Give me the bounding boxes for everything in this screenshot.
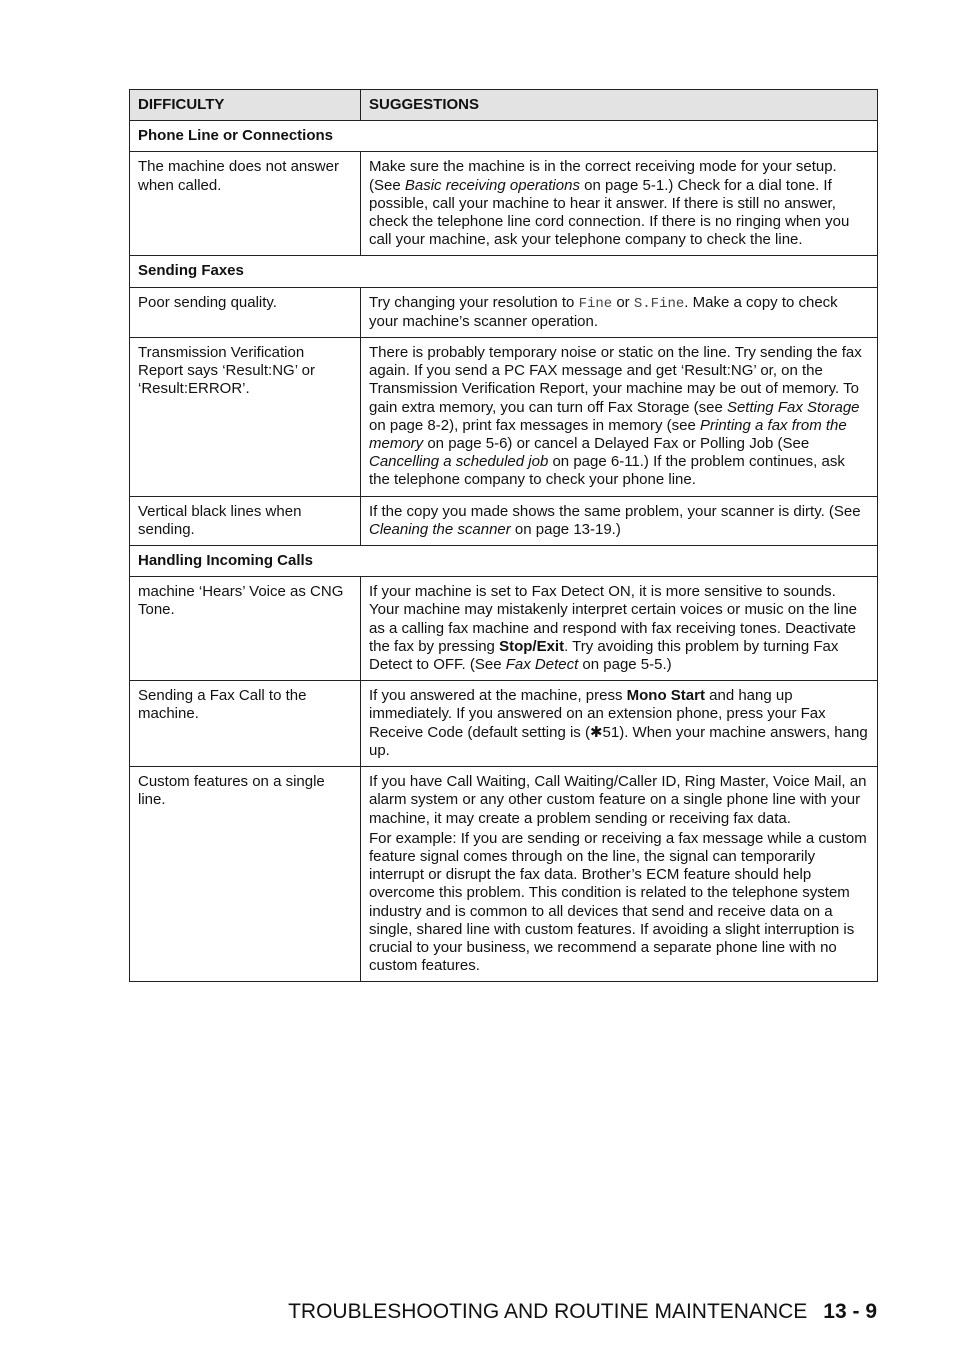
- troubleshooting-table: [129, 89, 878, 982]
- suggestion-cell: [361, 577, 878, 681]
- difficulty-cell: Poor sending quality.: [130, 287, 361, 337]
- difficulty-cell: Sending a Fax Call to the machine.: [130, 681, 361, 767]
- section-row: [130, 121, 878, 152]
- difficulty-cell: The machine does not answer when called.: [130, 152, 361, 256]
- suggestion-text: on page 5-1.) Check for a dial tone. If possible, call your machine to hear it answer. If there is still no answer, check the telephone line cord connection. If there is no ringing when you call your machine, ask your telephone company to check the line.: [369, 176, 850, 249]
- cross-reference: Printing a fax from the memory: [369, 416, 847, 453]
- key-name: Mono Start: [626, 687, 705, 705]
- column-header-difficulty: DIFFICULTY: [130, 90, 361, 121]
- suggestion-text: or: [612, 293, 634, 311]
- display-setting: Fine: [578, 295, 613, 312]
- difficulty-cell: machine ‘Hears’ Voice as CNG Tone.: [130, 577, 361, 681]
- suggestion-text: Try changing your resolution to: [369, 293, 579, 311]
- suggestion-text: If your machine is set to Fax Detect ON, it is more sensitive to sounds. Your machine may mistakenly interpret certain voices or music on the line as a calling fax machine and respond with fax receiving tones. Deactivate the fax by pressing: [369, 583, 857, 655]
- suggestion-text: on page 13-19.): [510, 520, 621, 538]
- cross-reference: Basic receiving operations: [404, 176, 580, 194]
- suggestion-cell: [361, 681, 878, 767]
- suggestion-text: . Try avoiding this problem by turning Fax Detect to OFF. (See: [369, 637, 839, 674]
- suggestion-text: 51). When your machine answers, hang up.: [369, 723, 868, 759]
- section-row: [130, 256, 878, 287]
- suggestion-cell: [361, 287, 878, 337]
- difficulty-cell: Custom features on a single line.: [130, 767, 361, 982]
- suggestion-cell: [361, 496, 878, 545]
- table-row: [130, 767, 878, 982]
- section-title: Sending Faxes: [130, 256, 878, 287]
- page-number: 13 - 9: [823, 1300, 877, 1323]
- table-row: [130, 338, 878, 497]
- cross-reference: Fax Detect: [505, 656, 579, 674]
- suggestion-text: on page 5-6) or cancel a Delayed Fax or Polling Job (See: [423, 435, 810, 453]
- suggestion-text: If the copy you made shows the same problem, your scanner is dirty. (See: [369, 502, 861, 520]
- cross-reference: Cancelling a scheduled job: [369, 453, 549, 471]
- page-footer: [288, 1300, 877, 1324]
- table-header-row: [130, 90, 878, 121]
- cross-reference: Setting Fax Storage: [726, 398, 860, 416]
- suggestion-text: There is probably temporary noise or static on the line. Try sending the fax again. If you send a PC FAX message and get ‘Result:NG’ or, on the Transmission Verification Report, your machine may be out of memory. To gain extra memory, you can turn off Fax Storage (see: [369, 344, 862, 416]
- table-row: [130, 681, 878, 767]
- column-header-suggestions: SUGGESTIONS: [361, 90, 878, 121]
- suggestion-paragraph: If you have Call Waiting, Call Waiting/Caller ID, Ring Master, Voice Mail, an alarm system or any other custom feature on a single phone line with your machine, it may create a problem sending or receiving fax data.: [369, 773, 867, 827]
- display-setting: S.Fine: [633, 295, 685, 312]
- suggestion-text: on page 8-2), print fax messages in memory (see: [369, 416, 700, 434]
- suggestion-text: If you answered at the machine, press: [369, 687, 627, 705]
- table-row: [130, 496, 878, 545]
- cross-reference: Cleaning the scanner: [369, 520, 511, 538]
- section-title: Phone Line or Connections: [130, 121, 878, 152]
- suggestion-paragraph: For example: If you are sending or receiving a fax message while a custom feature signal comes through on the line, the signal can temporarily interrupt or disrupt the fax data. Brother’s ECM feature should help overcome this problem. This condition is related to the telephone system industry and is common to all devices that send and receive data on a single, shared line with custom features. If avoiding a slight interruption is crucial to your business, we recommend a separate phone line with no custom features.: [369, 829, 867, 975]
- suggestion-text: . Make a copy to check your machine’s scanner operation.: [369, 293, 838, 330]
- suggestion-text: and hang up immediately. If you answered on an extension phone, press your Fax Receive Code (default setting is (: [369, 687, 826, 741]
- chapter-title: TROUBLESHOOTING AND ROUTINE MAINTENANCE: [288, 1300, 808, 1323]
- section-title: Handling Incoming Calls: [130, 546, 878, 577]
- suggestion-text: Make sure the machine is in the correct receiving mode for your setup. (See: [369, 158, 837, 194]
- table-row: [130, 577, 878, 681]
- suggestion-text: on page 5-5.): [578, 656, 672, 674]
- suggestion-text: on page 6-11.) If the problem continues, ask the telephone company to check your phone line.: [369, 453, 845, 489]
- suggestion-cell: [361, 338, 878, 497]
- difficulty-cell: Transmission Verification Report says ‘Result:NG’ or ‘Result:ERROR’.: [130, 338, 361, 497]
- section-row: [130, 546, 878, 577]
- table-row: [130, 287, 878, 337]
- difficulty-cell: Vertical black lines when sending.: [130, 496, 361, 545]
- suggestion-cell: [361, 767, 878, 982]
- key-name: Stop/Exit: [499, 637, 565, 655]
- suggestion-cell: [361, 152, 878, 256]
- table-row: [130, 152, 878, 256]
- star-key-icon: ✱: [589, 723, 603, 741]
